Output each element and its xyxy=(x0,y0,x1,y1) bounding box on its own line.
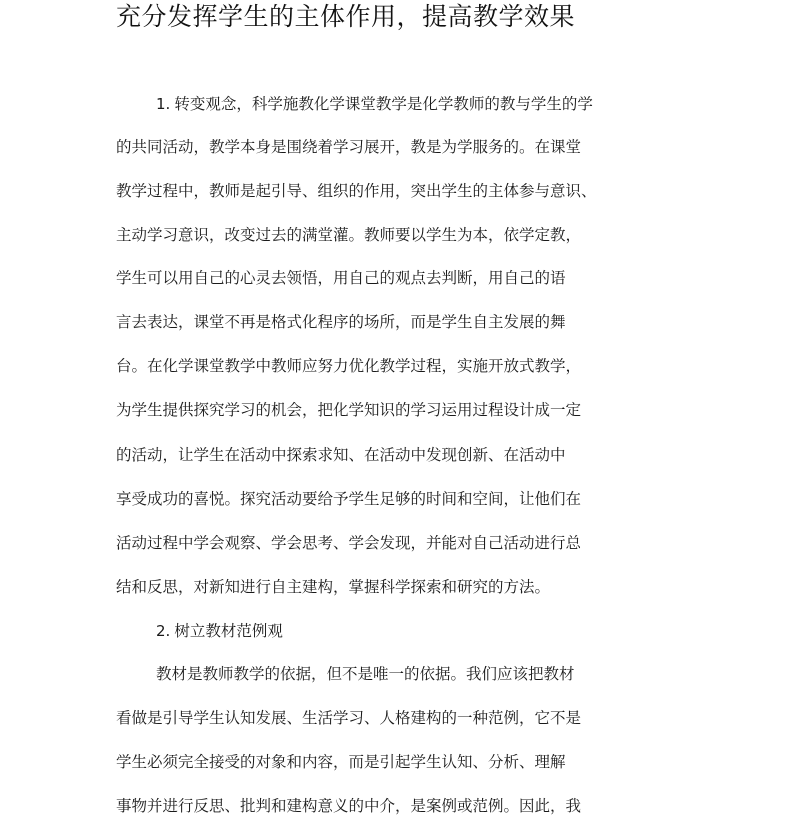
paragraph-line: 结和反思，对新知进行自主建构，掌握科学探索和研究的方法。 xyxy=(116,578,551,596)
section-1-heading: 转变观念，科学施教化学课堂教学是化学教师的教与学生的学 xyxy=(174,95,593,113)
section-2-heading-line xyxy=(156,621,283,641)
paragraph-line: 活动过程中学会观察、学会思考、学会发现，并能对自己活动进行总 xyxy=(116,534,582,552)
paragraph-line: 台。在化学课堂教学中教师应努力优化教学过程，实施开放式教学， xyxy=(116,357,582,375)
section-1-heading-line xyxy=(156,94,593,114)
paragraph-line: 学生可以用自己的心灵去领悟，用自己的观点去判断，用自己的语 xyxy=(116,269,566,287)
paragraph-line: 享受成功的喜悦。探究活动要给予学生足够的时间和空间，让他们在 xyxy=(116,490,582,508)
section-2-heading: 树立教材范例观 xyxy=(174,622,283,640)
paragraph-line: 为学生提供探究学习的机会，把化学知识的学习运用过程设计成一定 xyxy=(116,401,582,419)
paragraph-line: 看做是引导学生认知发展、生活学习、人格建构的一种范例，它不是 xyxy=(116,709,582,727)
paragraph-line: 学生必须完全接受的对象和内容，而是引起学生认知、分析、理解 xyxy=(116,753,566,771)
paragraph-line: 的共同活动，教学本身是围绕着学习展开，教是为学服务的。在课堂 xyxy=(116,138,582,156)
paragraph-line: 的活动，让学生在活动中探索求知、在活动中发现创新、在活动中 xyxy=(116,446,566,464)
paragraph-first-line: 教材是教师教学的依据，但不是唯一的依据。我们应该把教材 xyxy=(156,665,575,683)
section-1-number: 1. xyxy=(156,95,171,113)
paragraph-line: 言去表达，课堂不再是格式化程序的场所，而是学生自主发展的舞 xyxy=(116,313,566,331)
paragraph-line: 教学过程中，教师是起引导、组织的作用，突出学生的主体参与意识、 xyxy=(116,182,597,200)
page-title: 充分发挥学生的主体作用，提高教学效果 xyxy=(116,2,576,31)
paragraph-line: 主动学习意识，改变过去的满堂灌。教师要以学生为本，依学定教， xyxy=(116,226,582,244)
paragraph-line: 事物并进行反思、批判和建构意义的中介，是案例或范例。因此，我 xyxy=(116,797,582,815)
section-2-number: 2. xyxy=(156,622,171,640)
